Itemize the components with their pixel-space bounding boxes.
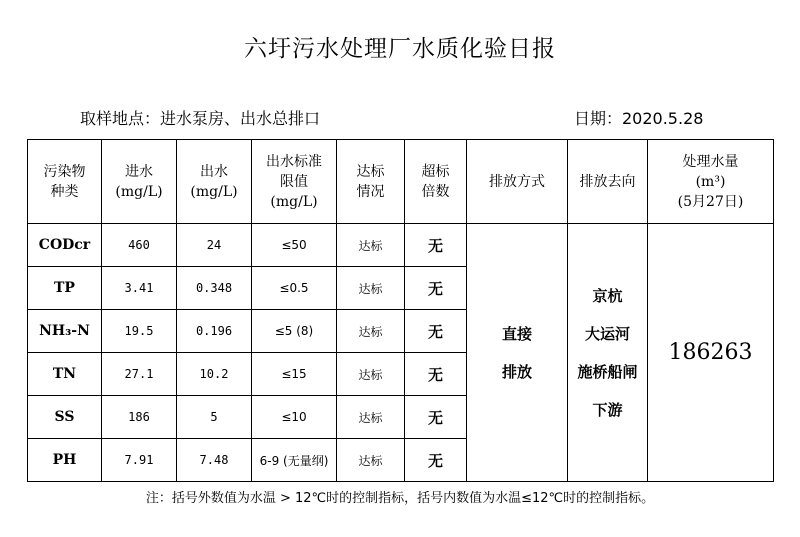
pollutant-name: SS: [28, 396, 102, 439]
header-pollutant: 污染物 种类: [28, 140, 102, 224]
limit-value: ≤0.5: [252, 267, 337, 310]
inlet-value: 7.91: [102, 439, 177, 482]
report-title: 六圩污水处理厂水质化验日报: [244, 36, 556, 62]
status-value: 达标: [337, 396, 405, 439]
table-header-row: [28, 140, 774, 224]
pollutant-name: TN: [28, 353, 102, 396]
exceed-value: 无: [405, 353, 467, 396]
header-discharge-method: 排放方式: [467, 140, 568, 224]
treated-volume-cell: 186263: [648, 224, 774, 482]
outlet-value: 5: [177, 396, 252, 439]
header-volume: 处理水量 (m³) (5月27日): [648, 140, 774, 224]
exceed-value: 无: [405, 396, 467, 439]
discharge-method-cell: 直接 排放: [467, 224, 568, 482]
outlet-value: 24: [177, 224, 252, 267]
inlet-value: 460: [102, 224, 177, 267]
sampling-location: 取样地点：进水泵房、出水总排口: [80, 109, 321, 128]
footnote: 注：括号外数值为水温 > 12℃时的控制指标，括号内数值为水温≤12℃时的控制指标。: [145, 491, 655, 506]
status-value: 达标: [337, 224, 405, 267]
status-value: 达标: [337, 310, 405, 353]
header-inlet: 进水 (mg/L): [102, 140, 177, 224]
inlet-value: 27.1: [102, 353, 177, 396]
header-exceed: 超标 倍数: [405, 140, 467, 224]
header-outlet: 出水 (mg/L): [177, 140, 252, 224]
pollutant-name: CODcr: [28, 224, 102, 267]
header-limit: 出水标准 限值 (mg/L): [252, 140, 337, 224]
exceed-value: 无: [405, 224, 467, 267]
limit-value: ≤10: [252, 396, 337, 439]
exceed-value: 无: [405, 310, 467, 353]
limit-value: ≤5 (8): [252, 310, 337, 353]
status-value: 达标: [337, 353, 405, 396]
header-discharge-dest: 排放去向: [568, 140, 648, 224]
limit-value: ≤50: [252, 224, 337, 267]
outlet-value: 0.348: [177, 267, 252, 310]
limit-value: 6-9 (无量纲): [252, 439, 337, 482]
limit-value: ≤15: [252, 353, 337, 396]
inlet-value: 19.5: [102, 310, 177, 353]
outlet-value: 10.2: [177, 353, 252, 396]
header-compliance: 达标 情况: [337, 140, 405, 224]
pollutant-name: PH: [28, 439, 102, 482]
inlet-value: 186: [102, 396, 177, 439]
status-value: 达标: [337, 267, 405, 310]
report-date: 日期：2020.5.28: [574, 109, 704, 128]
discharge-dest-cell: 京杭 大运河 施桥船闸 下游: [568, 224, 648, 482]
exceed-value: 无: [405, 439, 467, 482]
pollutant-name: NH₃-N: [28, 310, 102, 353]
inlet-value: 3.41: [102, 267, 177, 310]
status-value: 达标: [337, 439, 405, 482]
pollutant-name: TP: [28, 267, 102, 310]
outlet-value: 7.48: [177, 439, 252, 482]
exceed-value: 无: [405, 267, 467, 310]
table-row: [28, 224, 774, 267]
water-quality-table: [27, 139, 774, 482]
outlet-value: 0.196: [177, 310, 252, 353]
